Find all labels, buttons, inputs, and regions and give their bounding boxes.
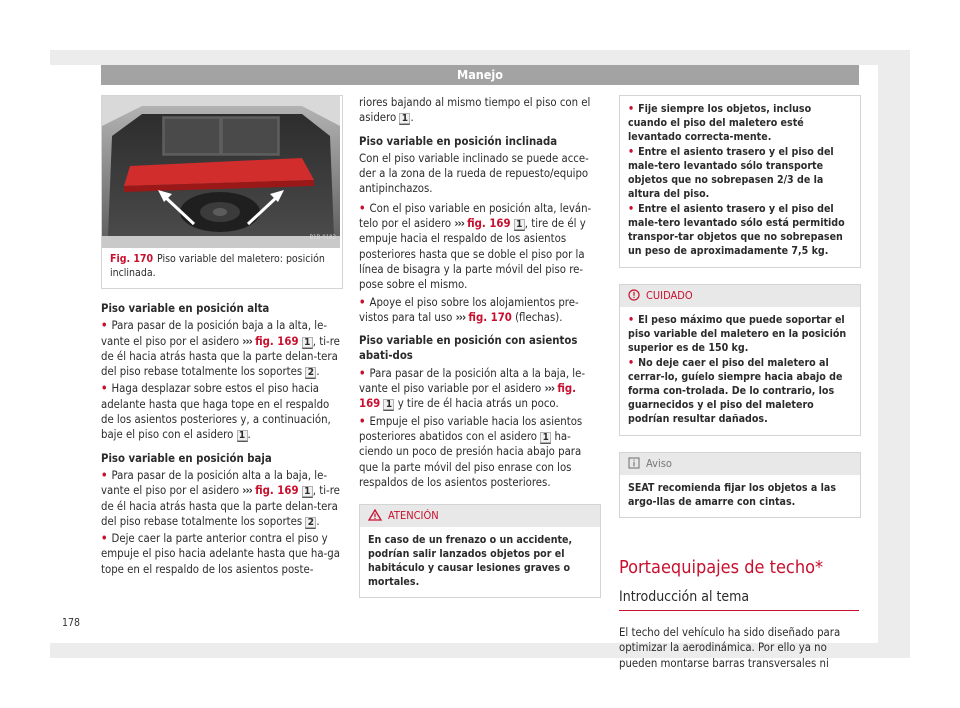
text: . <box>316 514 320 528</box>
section-title: Portaequipajes de techo* <box>619 557 824 578</box>
caution-title: CUIDADO <box>646 289 693 302</box>
text: . <box>316 365 320 379</box>
paragraph: Con el piso variable inclinado se puede acce-der a la zona de la rueda de repuesto/equipo antipinchazos. <box>359 151 589 196</box>
heading-baja: Piso variable en posición baja <box>101 451 272 465</box>
list-item <box>359 414 599 490</box>
warning-continued-box <box>619 95 861 268</box>
page-header: Manejo <box>101 65 859 85</box>
chevron-ref-icon: ››› <box>454 217 464 231</box>
hint-title: Aviso <box>646 457 672 470</box>
text: riores bajando al mismo tiempo el piso con el asidero <box>359 96 591 125</box>
trunk-illustration <box>102 96 340 248</box>
bullet-icon: • <box>628 357 635 369</box>
number-marker: 1 <box>399 113 410 125</box>
number-marker: 1 <box>302 486 313 498</box>
caution-box <box>619 284 861 436</box>
paragraph: El techo del vehículo ha sido diseñado para optimizar la aerodinámica. Por ello ya no pueden montarse barras transversales ni <box>619 626 841 670</box>
figure-ref-link[interactable]: fig. 169 <box>467 217 511 231</box>
trunk-photo <box>102 96 340 248</box>
text: ha-ciendo un poco de presión hacia abajo para que la parte móvil del piso enrase con los respaldos de los asientos posteriores. <box>359 429 582 489</box>
text: , ti-re de él hacia atrás hasta que la parte delan-tera del piso rebase totalmente los soportes <box>101 484 340 528</box>
warning-header <box>360 505 600 527</box>
text: , ti-re de él hacia atrás hasta que la parte delan-tera del piso rebase totalmente los soportes <box>101 334 340 379</box>
number-marker: 1 <box>540 432 551 444</box>
text: Para pasar de la posición alta a la baja, le-vante el piso variable por el asidero <box>359 366 586 396</box>
column-2 <box>359 95 599 598</box>
list-item <box>628 202 852 258</box>
figure-caption <box>102 248 342 288</box>
text: Apoye el piso sobre los alojamientos pre-vistos para tal uso <box>359 295 579 324</box>
text: Deje caer la parte anterior contra el piso y empuje el piso hacia adelante hasta que ha-ga tope en el respaldo de los asientos poste- <box>101 532 340 576</box>
caution-header <box>620 285 860 307</box>
figure-ref-link[interactable]: fig. 169 <box>255 484 299 498</box>
heading-inclinada: Piso variable en posición inclinada <box>359 134 558 148</box>
figure-ref-link[interactable]: fig. 169 <box>255 334 299 348</box>
text: . <box>410 111 414 125</box>
text: Con el piso variable en posición alta, leván-telo por el asidero <box>359 201 592 231</box>
column-3 <box>619 95 859 675</box>
number-marker: 1 <box>383 399 394 411</box>
list-item <box>628 356 852 426</box>
bullet-icon: • <box>101 319 108 333</box>
heading-abatidos: Piso variable en posición con asientos abati-dos <box>359 334 578 363</box>
subsection-title: Introducción al tema <box>619 588 859 611</box>
text: y tire de él hacia atrás un poco. <box>397 397 559 411</box>
number-marker: 2 <box>305 517 316 529</box>
caution-body <box>620 307 860 435</box>
bullet-icon: • <box>359 414 366 428</box>
text: . <box>247 428 251 442</box>
text: , tire de él y empuje hacia el respaldo de los asientos posteriores hasta que se doble el piso por la línea de bisagra y la parte móvil del piso re-pose sobre el mismo. <box>359 217 586 292</box>
caution-circle-icon <box>628 289 640 301</box>
list-item <box>628 145 852 201</box>
list-item <box>628 102 852 144</box>
figure-ref-link[interactable]: fig. 169 <box>359 382 576 411</box>
figure-170 <box>101 95 343 289</box>
bullet-icon: • <box>101 468 108 482</box>
bullet-icon: • <box>101 382 108 396</box>
hint-header <box>620 453 860 475</box>
text: Para pasar de la posición baja a la alta, le-vante el piso por el asidero <box>101 319 328 348</box>
number-marker: 1 <box>302 337 313 349</box>
warning-continued-body <box>620 96 860 267</box>
info-icon <box>628 457 640 469</box>
figure-ref-link[interactable]: fig. 170 <box>468 310 512 324</box>
bullet-icon: • <box>101 532 108 546</box>
text: Entre el asiento trasero y el piso del male-tero levantado sólo transporte objetos que no sobrepasen 2/3 de la altura del piso. <box>628 146 834 200</box>
list-item <box>628 313 852 355</box>
bullet-icon: • <box>628 314 635 326</box>
bullet-icon: • <box>359 201 366 215</box>
list-item <box>101 531 341 577</box>
chevron-ref-icon: ››› <box>455 310 466 324</box>
figure-label: Fig. 170 <box>110 253 154 265</box>
chevron-ref-icon: ››› <box>242 484 252 498</box>
bullet-icon: • <box>359 295 366 309</box>
text: Para pasar de la posición alta a la baja, le-vante el piso por el asidero <box>101 468 328 498</box>
number-marker: 1 <box>237 430 248 442</box>
list-item <box>359 295 599 326</box>
list-item <box>101 468 341 529</box>
list-item <box>101 318 341 379</box>
bullet-icon: • <box>628 203 635 215</box>
figure-code: B1B-0183 <box>309 233 336 241</box>
list-item <box>359 201 599 293</box>
text: El peso máximo que puede soportar el piso variable del maletero en la posición superior es de 150 kg. <box>628 314 847 354</box>
hint-box <box>619 452 861 518</box>
bullet-icon: • <box>359 366 366 380</box>
text: Fije siempre los objetos, incluso cuando el piso del maletero esté levantado correcta-mente. <box>628 103 812 143</box>
text: Haga desplazar sobre estos el piso hacia adelante hasta que haga tope en el respaldo de los asientos posteriores y, a continuación, baje el piso con el asidero <box>101 382 331 442</box>
number-marker: 1 <box>514 219 525 231</box>
paragraph <box>359 95 599 126</box>
warning-triangle-icon <box>368 509 382 521</box>
warning-box <box>359 504 601 598</box>
number-marker: 2 <box>305 367 316 379</box>
figure-caption-text: Piso variable del maletero: posición inclinada. <box>110 253 325 279</box>
text: No deje caer el piso del maletero al cerrar-lo, guíelo siempre hacia abajo de forma con-trolada. De lo contrario, los guarnecidos y el piso del maletero podrían resultar dañados. <box>628 357 843 425</box>
text: (flechas). <box>515 310 563 324</box>
chevron-ref-icon: ››› <box>544 382 555 396</box>
list-item <box>359 366 599 412</box>
warning-title: ATENCIÓN <box>388 509 439 523</box>
bullet-icon: • <box>628 103 635 115</box>
warning-text: En caso de un frenazo o un accidente, podrían salir lanzados objetos por el habitáculo y causar lesiones graves o mortales. <box>360 527 600 597</box>
column-1 <box>101 95 341 579</box>
text: Empuje el piso variable hacia los asientos posteriores abatidos con el asidero <box>359 414 583 443</box>
text: Entre el asiento trasero y el piso del male-tero levantado sólo está permitido transpor-tar objetos que no sobrepasen un peso de aproximadamente 7,5 kg. <box>628 203 845 257</box>
chevron-ref-icon: ››› <box>242 334 252 348</box>
hint-text: SEAT recomienda fijar los objetos a las argo-llas de amarre con cintas. <box>620 475 860 517</box>
page-number: 178 <box>62 617 81 629</box>
list-item <box>101 381 341 442</box>
bullet-icon: • <box>628 146 635 158</box>
heading-alta: Piso variable en posición alta <box>101 302 270 315</box>
